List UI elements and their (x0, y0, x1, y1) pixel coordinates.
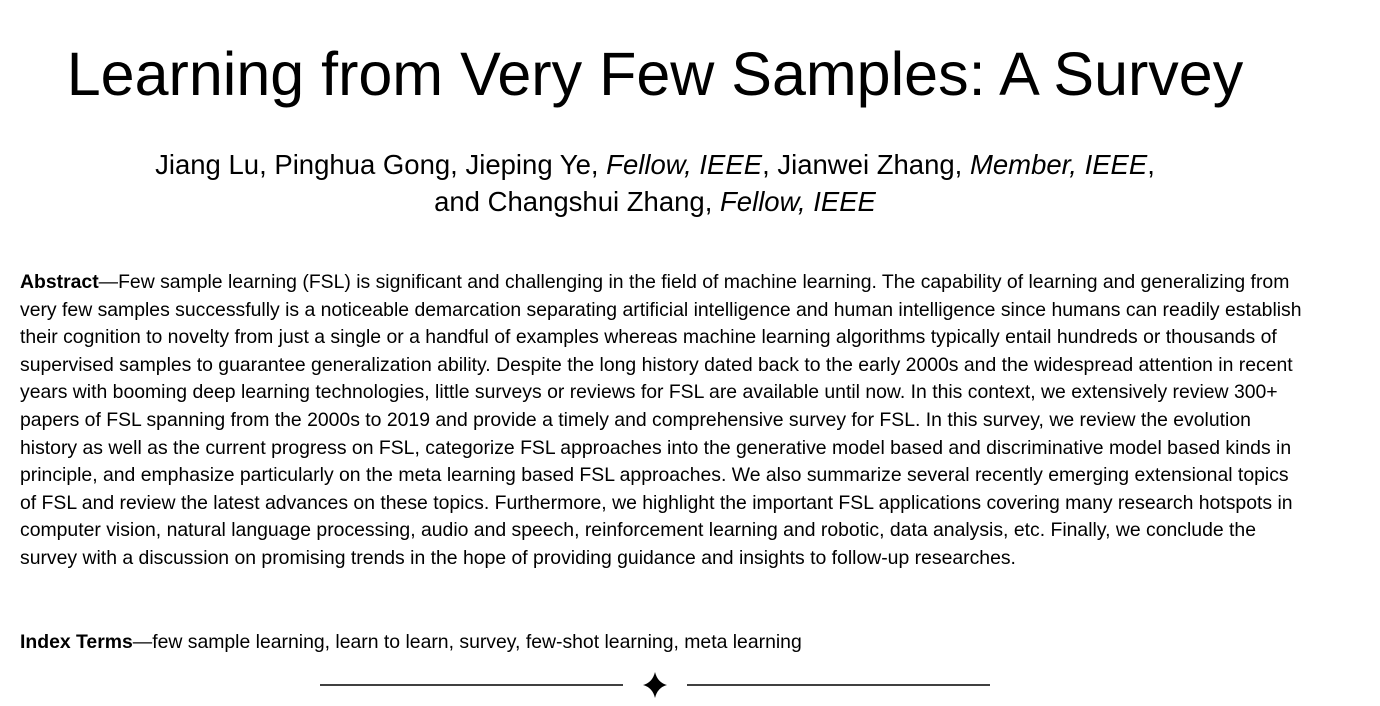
author-names-2: , Jianwei Zhang, (762, 149, 970, 180)
author-line-1 (0, 146, 1310, 183)
four-point-star-icon (643, 672, 667, 698)
abstract (20, 269, 1310, 573)
author-title-1: Fellow, IEEE (606, 149, 763, 180)
author-list (0, 146, 1310, 220)
abstract-label: Abstract (20, 271, 99, 293)
paper-title: Learning from Very Few Samples: A Survey (66, 40, 1244, 108)
section-divider (320, 668, 990, 702)
author-separator: , (1147, 149, 1155, 180)
author-names-3: and Changshui Zhang, (434, 186, 720, 217)
author-title-3: Fellow, IEEE (720, 186, 876, 217)
index-terms (20, 629, 1310, 657)
author-names-1: Jiang Lu, Pinghua Gong, Jieping Ye, (155, 149, 607, 180)
index-terms-text: —few sample learning, learn to learn, survey, few-shot learning, meta learning (132, 631, 802, 653)
author-line-2 (0, 183, 1310, 220)
abstract-text: —Few sample learning (FSL) is significant and challenging in the field of machine learning. The capability of learning and generalizing from very few samples successfully is a noticeable demarcation separating artificial intelligence and human intelligence since humans can readily establish their cognition to novelty from just a single or a handful of examples whereas machine learning algorithms typically entail hundreds or thousands of supervised samples to guarantee generalization ability. Despite the long history dated back to the early 2000s and the widespread attention in recent years with booming deep learning technologies, little surveys or reviews for FSL are available until now. In this context, we extensively review 300+ papers of FSL spanning from the 2000s to 2019 and provide a timely and comprehensive survey for FSL. In this survey, we review the evolution history as well as the current progress on FSL, categorize FSL approaches into the generative model based and discriminative model based kinds in principle, and emphasize particularly on the meta learning based FSL approaches. We also summarize several recently emerging extensional topics of FSL and review the latest advances on these topics. Furthermore, we highlight the important FSL applications covering many research hotspots in computer vision, natural language processing, audio and speech, reinforcement learning and robotic, data analysis, etc. Finally, we conclude the survey with a discussion on promising trends in the hope of providing guidance and insights to follow-up researches. (20, 271, 1302, 569)
index-terms-label: Index Terms (20, 631, 133, 653)
author-title-2: Member, IEEE (969, 149, 1148, 180)
